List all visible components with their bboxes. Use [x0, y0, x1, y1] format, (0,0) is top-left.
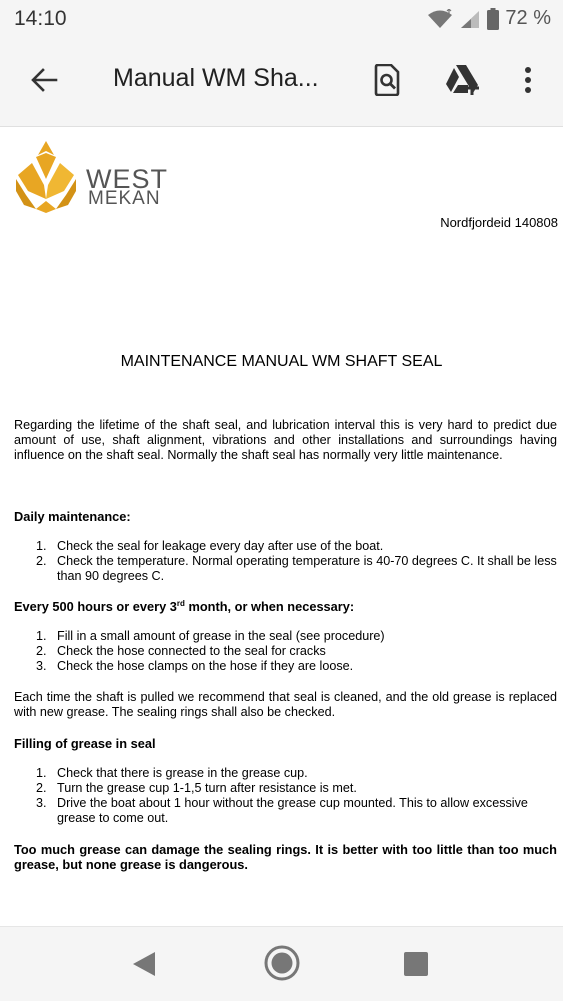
wifi-icon	[427, 9, 453, 29]
nav-home-button[interactable]	[261, 944, 303, 986]
list-item: 2. Check the temperature. Normal operating temperature is 40-70 degrees C. It shall be less than 90 degrees C.	[36, 554, 557, 583]
nav-recents-button[interactable]	[396, 946, 436, 986]
document-page[interactable]	[0, 127, 563, 927]
back-arrow-icon	[30, 66, 58, 99]
more-vert-icon	[524, 66, 532, 99]
list-item: 1. Fill in a small amount of grease in the seal (see procedure)	[36, 629, 385, 643]
list-item: 3. Check the hose clamps on the hose if they are loose.	[36, 659, 354, 673]
daily-list	[36, 539, 558, 584]
status-icons	[427, 7, 551, 30]
list-item: 2. Check the hose connected to the seal for cracks	[36, 644, 326, 658]
battery-icon	[487, 8, 499, 30]
battery-percent: 72 %	[505, 7, 551, 29]
back-button[interactable]	[22, 60, 66, 104]
shaft-note-paragraph: Each time the shaft is pulled we recommend that seal is cleaned, and the old grease is replaced with new grease. The sealing rings shall also be checked.	[14, 690, 557, 719]
add-to-drive-icon	[444, 64, 480, 101]
warning-paragraph: Too much grease can damage the sealing rings. It is better with too little than too much grease, but none grease is dangerous.	[14, 842, 557, 872]
periodic-heading: Every 500 hours or every 3rd month, or when necessary:	[14, 599, 355, 614]
list-item: 2. Turn the grease cup 1-1,5 turn after resistance is met.	[36, 781, 357, 795]
navigation-bar	[0, 926, 563, 1001]
signal-icon	[459, 9, 481, 29]
document-date: Nordfjordeid 140808	[440, 215, 558, 230]
find-in-page-icon	[374, 64, 400, 101]
filling-heading: Filling of grease in seal	[14, 736, 156, 751]
logo-word-mekan: MEKAN	[88, 188, 161, 209]
list-item: 1. Check that there is grease in the grease cup.	[36, 766, 308, 780]
page-title: Manual WM Sha...	[113, 64, 319, 92]
nav-back-button[interactable]	[124, 946, 164, 986]
filling-list	[36, 766, 558, 826]
list-item: 1. Check the seal for leakage every day after use of the boat.	[36, 539, 384, 553]
periodic-list	[36, 629, 558, 674]
find-in-page-button[interactable]	[365, 60, 409, 104]
app-bar	[0, 40, 563, 127]
list-item: 3. Drive the boat about 1 hour without the grease cup mounted. This to allow excessive grease to come out.	[36, 796, 528, 825]
status-time: 14:10	[14, 7, 67, 30]
nav-home-icon	[263, 944, 301, 987]
west-mekan-logo-icon	[14, 139, 78, 215]
document-title: MAINTENANCE MANUAL WM SHAFT SEAL	[120, 353, 443, 370]
status-bar	[0, 0, 563, 40]
logo-word-west: WEST	[86, 164, 168, 194]
nav-back-icon	[131, 950, 157, 983]
more-options-button[interactable]	[506, 60, 550, 104]
nav-recents-icon	[403, 951, 429, 982]
daily-heading: Daily maintenance:	[14, 509, 131, 524]
add-to-drive-button[interactable]	[440, 60, 484, 104]
intro-paragraph: Regarding the lifetime of the shaft seal, and lubrication interval this is very hard to predict due amount of use, shaft alignment, vibrations and other installations and surroundings having influence on the shaft seal. Normally the shaft seal has normally very little maintenance.	[14, 418, 557, 462]
